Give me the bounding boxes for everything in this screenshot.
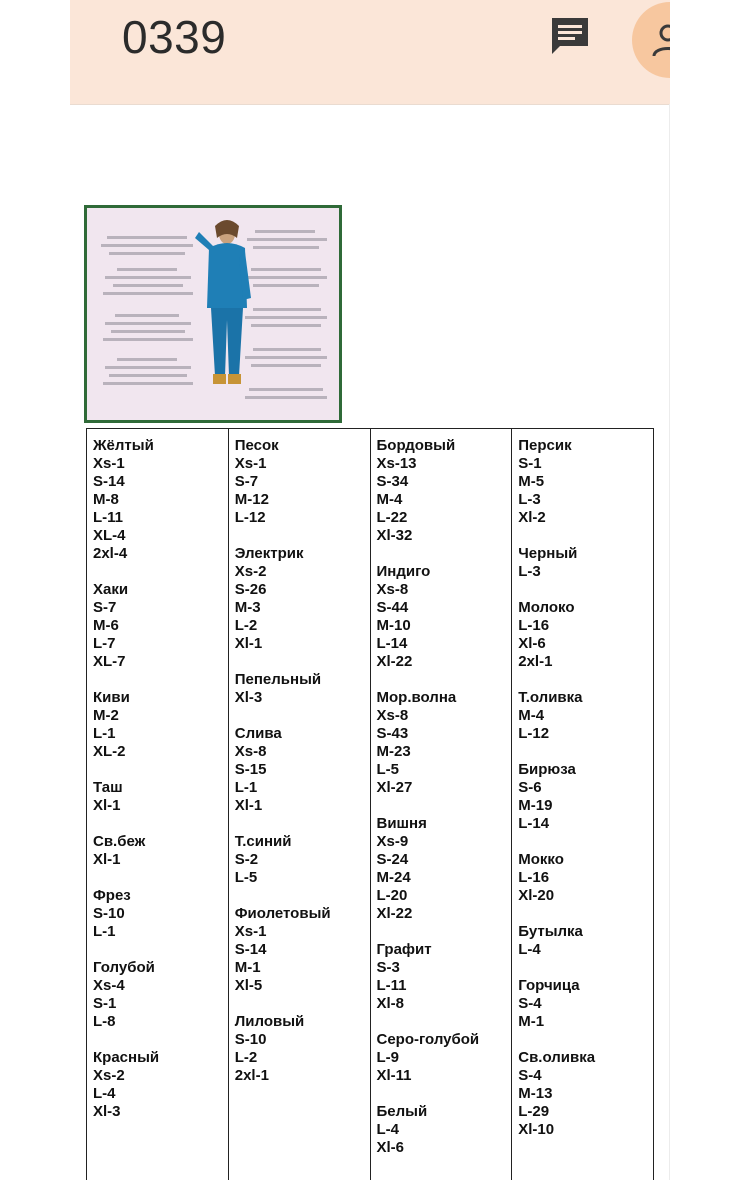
table-cell: S-2 bbox=[234, 851, 259, 868]
table-cell: M-1 bbox=[234, 959, 261, 976]
spacer bbox=[377, 1085, 512, 1103]
product-photo-icon bbox=[87, 208, 339, 420]
spacer bbox=[93, 563, 228, 581]
table-cell: L-2 bbox=[234, 1049, 258, 1066]
spacer bbox=[518, 1031, 653, 1049]
table-cell: L-8 bbox=[93, 1013, 116, 1030]
table-cell: Слива bbox=[234, 725, 282, 742]
table-cell: Фрез bbox=[93, 887, 131, 904]
spacer bbox=[93, 761, 228, 779]
table-cell: XL-4 bbox=[93, 527, 126, 544]
spacer bbox=[377, 1013, 512, 1031]
product-photo[interactable] bbox=[84, 205, 342, 423]
spacer bbox=[377, 671, 512, 689]
table-cell: Фиолетовый bbox=[234, 905, 331, 922]
account-button[interactable] bbox=[632, 2, 670, 78]
table-cell: S-14 bbox=[93, 473, 125, 490]
table-cell: M-10 bbox=[376, 617, 411, 634]
table-column bbox=[370, 429, 512, 1180]
table-cell: Xl-27 bbox=[376, 779, 413, 796]
spacer bbox=[518, 905, 653, 923]
table-column bbox=[228, 429, 370, 1180]
table-cell: Xl-2 bbox=[518, 509, 546, 526]
table-cell: M-6 bbox=[93, 617, 119, 634]
table-cell: M-13 bbox=[518, 1085, 553, 1102]
table-cell: Таш bbox=[93, 779, 123, 796]
spacer bbox=[518, 527, 653, 545]
table-cell: Xl-11 bbox=[376, 1067, 412, 1084]
table-cell: S-24 bbox=[376, 851, 409, 868]
table-cell: L-5 bbox=[234, 869, 258, 886]
table-cell: Xl-6 bbox=[376, 1139, 405, 1156]
table-cell: S-6 bbox=[518, 779, 542, 796]
table-cell: Xs-8 bbox=[376, 707, 409, 724]
table-cell: 2xl-4 bbox=[93, 545, 128, 562]
spacer bbox=[93, 869, 228, 887]
table-cell: L-1 bbox=[93, 923, 116, 940]
table-cell: Xl-3 bbox=[93, 1103, 121, 1120]
table-cell: Т.синий bbox=[234, 833, 292, 850]
table-cell: S-15 bbox=[234, 761, 267, 778]
table-cell: L-4 bbox=[93, 1085, 116, 1102]
table-cell: Красный bbox=[93, 1049, 160, 1066]
spacer bbox=[235, 653, 370, 671]
page-title: 0339 bbox=[122, 11, 227, 63]
table-cell: Мор.волна bbox=[376, 689, 457, 706]
spacer bbox=[93, 1031, 228, 1049]
table-cell: Бутылка bbox=[518, 923, 583, 940]
table-cell: L-12 bbox=[234, 509, 266, 526]
spacer bbox=[235, 995, 370, 1013]
person-icon bbox=[650, 22, 670, 58]
table-cell: Киви bbox=[93, 689, 130, 706]
table-cell: M-4 bbox=[518, 707, 545, 724]
table-column bbox=[87, 429, 228, 1180]
table-cell: M-5 bbox=[518, 473, 545, 490]
table-cell: M-3 bbox=[234, 599, 261, 616]
spacer bbox=[518, 833, 653, 851]
table-cell: S-44 bbox=[376, 599, 409, 616]
table-cell: L-14 bbox=[518, 815, 550, 832]
table-cell: S-4 bbox=[518, 995, 542, 1012]
table-cell: Xs-8 bbox=[376, 581, 409, 598]
table-cell: Вишня bbox=[376, 815, 427, 832]
table-cell: L-2 bbox=[234, 617, 258, 634]
table-cell: M-1 bbox=[518, 1013, 545, 1030]
table-cell: Xl-1 bbox=[93, 851, 121, 868]
table-cell: Голубой bbox=[93, 959, 155, 976]
spacer bbox=[377, 923, 512, 941]
table-cell: L-1 bbox=[93, 725, 116, 742]
table-cell: S-10 bbox=[234, 1031, 267, 1048]
table-cell: Xl-6 bbox=[518, 635, 546, 652]
table-cell: M-2 bbox=[93, 707, 119, 724]
table-cell: 2xl-1 bbox=[234, 1067, 269, 1084]
app-header bbox=[70, 0, 670, 105]
table-cell: L-16 bbox=[518, 617, 550, 634]
table-cell: Xs-13 bbox=[376, 455, 417, 472]
table-cell: Xl-1 bbox=[93, 797, 121, 814]
table-cell: Xl-1 bbox=[234, 635, 263, 652]
spacer bbox=[93, 941, 228, 959]
table-cell: L-1 bbox=[234, 779, 258, 796]
table-cell: Xl-3 bbox=[234, 689, 263, 706]
table-cell: L-3 bbox=[518, 563, 541, 580]
table-cell: Хаки bbox=[93, 581, 129, 598]
table-cell: Мокко bbox=[518, 851, 564, 868]
table-cell: Xs-9 bbox=[376, 833, 409, 850]
table-cell: M-4 bbox=[376, 491, 403, 508]
spacer bbox=[235, 815, 370, 833]
table-cell: L-7 bbox=[93, 635, 116, 652]
spacer bbox=[93, 671, 228, 689]
table-cell: Xl-10 bbox=[518, 1121, 555, 1138]
table-cell: L-20 bbox=[376, 887, 408, 904]
table-cell: S-4 bbox=[518, 1067, 542, 1084]
table-cell: S-43 bbox=[376, 725, 409, 742]
table-cell: Xl-1 bbox=[234, 797, 263, 814]
table-cell: Молоко bbox=[518, 599, 575, 616]
table-cell: S-1 bbox=[93, 995, 117, 1012]
table-cell: Xl-20 bbox=[518, 887, 555, 904]
table-cell: M-8 bbox=[93, 491, 119, 508]
table-cell: Xl-8 bbox=[376, 995, 405, 1012]
table-column bbox=[511, 429, 653, 1180]
table-cell: Песок bbox=[234, 437, 279, 454]
table-cell: Пепельный bbox=[234, 671, 322, 688]
table-cell: L-5 bbox=[376, 761, 399, 778]
table-cell: M-24 bbox=[376, 869, 411, 886]
table-cell: L-14 bbox=[376, 635, 408, 652]
spacer bbox=[235, 527, 370, 545]
table-cell: Xl-22 bbox=[376, 905, 413, 922]
table-cell: 2xl-1 bbox=[518, 653, 553, 670]
table-cell: Бирюза bbox=[518, 761, 576, 778]
spacer bbox=[93, 815, 228, 833]
table-cell: Xs-8 bbox=[234, 743, 267, 760]
page-edge-divider bbox=[669, 104, 670, 1180]
table-cell: Персик bbox=[518, 437, 572, 454]
table-cell: M-19 bbox=[518, 797, 553, 814]
table-cell: Бордовый bbox=[376, 437, 456, 454]
table-cell: M-23 bbox=[376, 743, 411, 760]
table-cell: S-10 bbox=[93, 905, 125, 922]
table-cell: Xl-5 bbox=[234, 977, 263, 994]
table-cell: L-3 bbox=[518, 491, 541, 508]
table-cell: Xl-32 bbox=[376, 527, 413, 544]
table-cell: Св.оливка bbox=[518, 1049, 596, 1066]
table-cell: L-12 bbox=[518, 725, 550, 742]
table-cell: L-11 bbox=[376, 977, 407, 994]
table-cell: Xs-1 bbox=[93, 455, 125, 472]
table-cell: S-7 bbox=[234, 473, 259, 490]
table-cell: XL-7 bbox=[93, 653, 126, 670]
table-cell: M-12 bbox=[234, 491, 269, 508]
table-cell: L-16 bbox=[518, 869, 550, 886]
spacer bbox=[377, 545, 512, 563]
table-cell: L-29 bbox=[518, 1103, 550, 1120]
table-cell: L-4 bbox=[376, 1121, 399, 1138]
table-cell: Черный bbox=[518, 545, 578, 562]
table-cell: Графит bbox=[376, 941, 432, 958]
spacer bbox=[235, 887, 370, 905]
table-cell: Xs-2 bbox=[93, 1067, 125, 1084]
table-cell: S-26 bbox=[234, 581, 267, 598]
table-cell: Электрик bbox=[234, 545, 304, 562]
spacer bbox=[518, 581, 653, 599]
table-cell: S-3 bbox=[376, 959, 400, 976]
table-cell: S-1 bbox=[518, 455, 542, 472]
table-cell: Индиго bbox=[376, 563, 431, 580]
table-cell: Xl-22 bbox=[376, 653, 413, 670]
table-cell: L-9 bbox=[376, 1049, 399, 1066]
spacer bbox=[518, 743, 653, 761]
table-cell: L-11 bbox=[93, 509, 124, 526]
table-cell: Xs-4 bbox=[93, 977, 125, 994]
table-cell: L-22 bbox=[376, 509, 408, 526]
table-cell: Белый bbox=[376, 1103, 428, 1120]
size-availability-table bbox=[86, 428, 654, 1180]
table-cell: Серо-голубой bbox=[376, 1031, 480, 1048]
table-cell: Св.беж bbox=[93, 833, 146, 850]
table-cell: L-4 bbox=[518, 941, 541, 958]
table-cell: Xs-1 bbox=[234, 923, 267, 940]
spacer bbox=[518, 671, 653, 689]
table-cell: Xs-2 bbox=[234, 563, 267, 580]
table-cell: S-7 bbox=[93, 599, 117, 616]
table-cell: S-34 bbox=[376, 473, 409, 490]
table-cell: Xs-1 bbox=[234, 455, 267, 472]
spacer bbox=[518, 959, 653, 977]
spacer bbox=[377, 797, 512, 815]
chat-icon[interactable] bbox=[548, 14, 592, 58]
table-cell: XL-2 bbox=[93, 743, 126, 760]
table-cell: Т.оливка bbox=[518, 689, 583, 706]
table-cell: Горчица bbox=[518, 977, 580, 994]
table-cell: Жёлтый bbox=[93, 437, 154, 454]
table-cell: S-14 bbox=[234, 941, 267, 958]
table-cell: Лиловый bbox=[234, 1013, 305, 1030]
spacer bbox=[235, 707, 370, 725]
